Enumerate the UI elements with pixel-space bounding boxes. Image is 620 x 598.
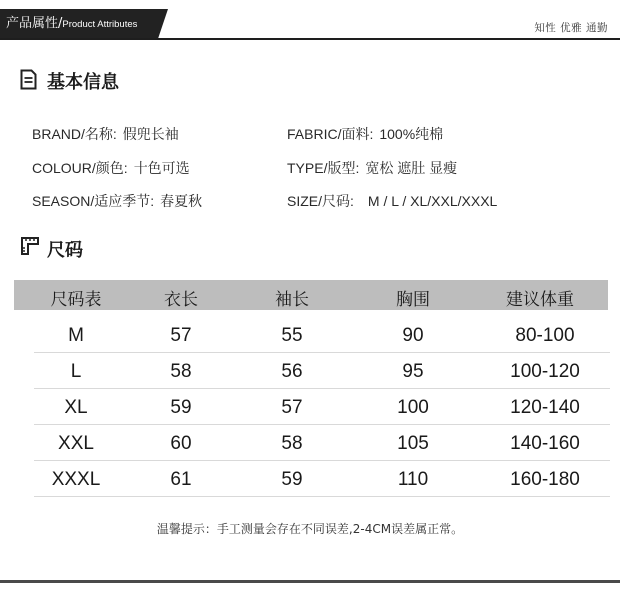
table-cell: 105 xyxy=(397,433,429,454)
info-label: SEASON/适应季节: xyxy=(32,193,155,209)
row-divider xyxy=(34,424,610,425)
table-cell: 95 xyxy=(402,361,424,382)
table-cell: 56 xyxy=(281,361,303,382)
table-cell: 80-100 xyxy=(515,325,575,346)
table-header-bust: 胸围 xyxy=(396,290,430,310)
table-cell: 120-140 xyxy=(510,397,580,418)
header-tag-text xyxy=(6,16,137,33)
table-cell: 60 xyxy=(170,433,192,454)
document-icon xyxy=(20,69,37,94)
info-label: TYPE/版型: xyxy=(287,160,360,176)
table-header-sleeve: 袖长 xyxy=(275,290,309,310)
table-cell: L xyxy=(70,361,82,382)
header-divider xyxy=(0,38,620,40)
row-divider xyxy=(34,352,610,353)
info-type xyxy=(287,159,457,177)
table-cell: 140-160 xyxy=(510,433,580,454)
basic-info-title: 基本信息 xyxy=(47,72,119,93)
table-cell: 61 xyxy=(170,469,192,490)
footer-divider xyxy=(0,580,620,583)
info-label: FABRIC/面料: xyxy=(287,126,374,142)
info-value: 宽松 遮肚 显瘦 xyxy=(365,160,458,176)
info-value: M / L / XL/XXL/XXXL xyxy=(367,193,498,209)
table-cell: XXL xyxy=(58,433,94,454)
info-value: 十色可选 xyxy=(133,160,190,176)
size-section-title: 尺码 xyxy=(47,240,83,261)
info-label: BRAND/名称: xyxy=(32,126,117,142)
table-cell: 58 xyxy=(281,433,303,454)
info-brand xyxy=(32,125,179,143)
table-header-weight: 建议体重 xyxy=(506,290,574,310)
table-cell: XXXL xyxy=(51,469,101,490)
info-fabric xyxy=(287,125,443,143)
table-cell: 55 xyxy=(281,325,303,346)
table-header-size: 尺码表 xyxy=(50,290,102,310)
row-divider xyxy=(34,388,610,389)
info-value: 假兜长袖 xyxy=(122,126,179,142)
info-label: SIZE/尺码: xyxy=(287,193,354,209)
header-slogan: 知性 优雅 通勤 xyxy=(534,22,608,34)
info-season xyxy=(32,192,202,210)
table-cell: M xyxy=(68,325,84,346)
table-cell: 110 xyxy=(397,469,429,490)
table-cell: 59 xyxy=(170,397,192,418)
info-label: COLOUR/颜色: xyxy=(32,160,128,176)
measurement-note: 温馨提示：手工测量会存在不同误差,2-4CM误差属正常。 xyxy=(156,522,464,536)
table-cell: 59 xyxy=(281,469,303,490)
info-colour xyxy=(32,159,190,177)
info-size xyxy=(287,192,497,210)
table-cell: 57 xyxy=(170,325,192,346)
header-tag-en: Product Attributes xyxy=(62,19,138,30)
info-value: 春夏秋 xyxy=(160,193,203,209)
table-cell: 90 xyxy=(402,325,424,346)
table-cell: XL xyxy=(64,397,88,418)
table-cell: 100-120 xyxy=(510,361,580,382)
table-cell: 100 xyxy=(397,397,429,418)
table-cell: 57 xyxy=(281,397,303,418)
table-cell: 58 xyxy=(170,361,192,382)
info-value: 100%纯棉 xyxy=(379,126,444,142)
row-divider xyxy=(34,496,610,497)
table-cell: 160-180 xyxy=(510,469,580,490)
row-divider xyxy=(34,460,610,461)
header-tag-cn: 产品属性/ xyxy=(6,16,63,31)
ruler-icon xyxy=(20,236,40,260)
table-header-length: 衣长 xyxy=(164,290,198,310)
